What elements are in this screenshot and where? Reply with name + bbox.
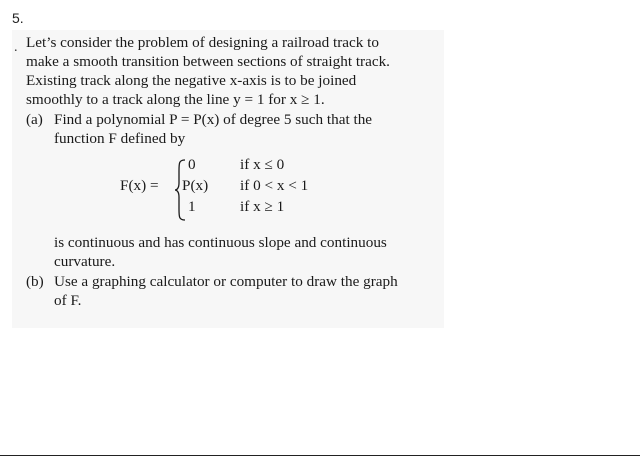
part-b-line-1: Use a graphing calculator or computer to draw the graph	[54, 273, 398, 290]
piecewise-definition	[120, 156, 330, 222]
intro-line-1: Let’s consider the problem of designing a railroad track to	[26, 34, 379, 51]
case-condition-2: if 0 < x < 1	[240, 177, 309, 194]
intro-line-3: Existing track along the negative x-axis is to be joined	[26, 72, 357, 89]
case-value-2: P(x)	[182, 177, 209, 194]
part-a-line-1: Find a polynomial P = P(x) of degree 5 such that the	[54, 111, 373, 128]
intro-line-2: make a smooth transition between sections of straight track.	[26, 53, 390, 70]
problem-panel	[12, 30, 444, 328]
part-a-after-2: curvature.	[54, 253, 116, 270]
case-condition-1: if x ≤ 0	[240, 156, 285, 173]
part-b-label: (b)	[26, 273, 44, 290]
intro-line-4: smoothly to a track along the line y = 1 for x ≥ 1.	[26, 91, 325, 108]
part-a-line-2: function F defined by	[54, 130, 186, 147]
bottom-divider	[0, 455, 640, 456]
part-a-label: (a)	[26, 111, 43, 128]
bullet-dot: .	[14, 40, 18, 55]
part-a-after-1: is continuous and has continuous slope and continuous	[54, 234, 387, 251]
definition-lhs: F(x) =	[120, 177, 159, 194]
case-value-3: 1	[188, 198, 196, 215]
case-value-1: 0	[188, 156, 196, 173]
case-condition-3: if x ≥ 1	[240, 198, 285, 215]
problem-number: 5.	[12, 10, 24, 26]
part-b-line-2: of F.	[54, 292, 82, 309]
